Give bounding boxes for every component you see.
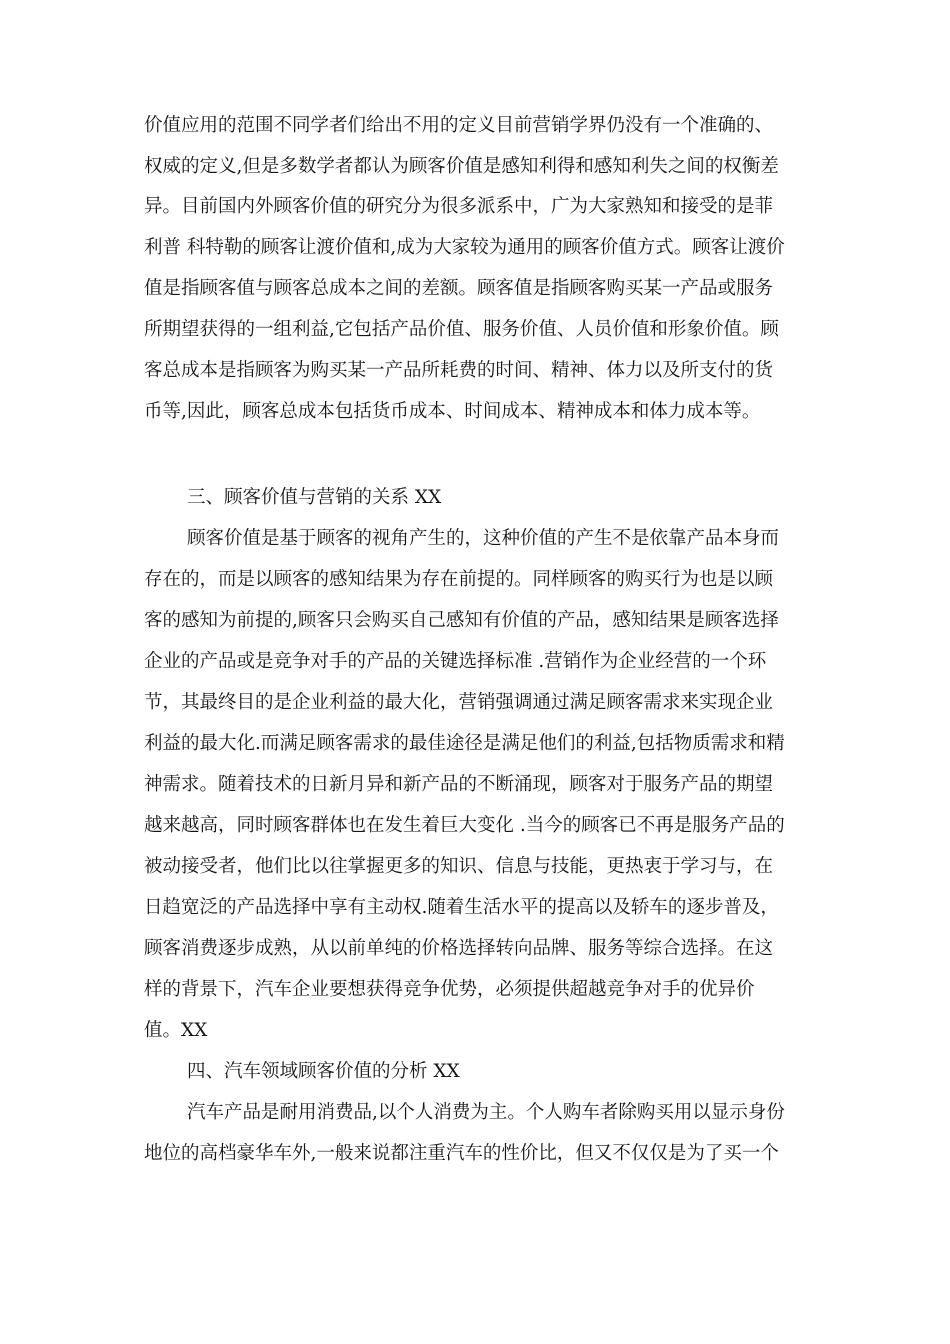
paragraph-2-line-8: 越来越高，同时顾客群体也在发生着巨大变化 .当今的顾客已不再是服务产品的 xyxy=(144,815,785,836)
paragraph-1-line-1: 价值应用的范围不同学者们给出不用的定义目前营销学界仍没有一个准确的、 xyxy=(144,115,774,136)
paragraph-2-line-4: 企业的产品或是竞争对手的产品的关键选择标准 .营销作为企业经营的一个环 xyxy=(144,651,767,672)
section-heading-3: 三、顾客价值与营销的关系 XX xyxy=(187,487,442,508)
paragraph-2-line-5: 节，其最终目的是企业利益的最大化，营销强调通过满足顾客需求来实现企业 xyxy=(144,692,774,713)
paragraph-2-line-10: 日趋宽泛的产品选择中享有主动权.随着生活水平的提高以及轿车的逐步普及， xyxy=(144,897,779,918)
paragraph-3-line-2: 地位的高档豪华车外,一般来说都注重汽车的性价比，但又不仅仅是为了买一个 xyxy=(144,1143,779,1164)
paragraph-1-line-3: 异。目前国内外顾客价值的研究分为很多派系中，广为大家熟知和接受的是菲 xyxy=(144,196,774,217)
paragraph-1-line-5: 值是指顾客值与顾客总成本之间的差额。顾客值是指顾客购买某一产品或服务 xyxy=(144,278,774,299)
paragraph-2-line-1: 顾客价值是基于顾客的视角产生的，这种价值的产生不是依靠产品本身而 xyxy=(187,528,780,549)
paragraph-1-line-6: 所期望获得的一组利益,它包括产品价值、服务价值、人员价值和形象价值。顾 xyxy=(144,319,779,340)
paragraph-2-line-13: 值。XX xyxy=(144,1020,208,1041)
paragraph-2-line-7: 神需求。随着技术的日新月异和新产品的不断涌现，顾客对于服务产品的期望 xyxy=(144,774,774,795)
paragraph-2-line-2: 存在的，而是以顾客的感知结果为存在前提的。同样顾客的购买行为也是以顾 xyxy=(144,569,774,590)
paragraph-2-line-12: 样的背景下，汽车企业要想获得竞争优势，必须提供超越竞争对手的优异价 xyxy=(144,979,755,1000)
paragraph-3-line-1: 汽车产品是耐用消费品,以个人消费为主。个人购车者除购买用以显示身份 xyxy=(187,1102,785,1123)
paragraph-1-line-2: 权威的定义,但是多数学者都认为顾客价值是感知利得和感知利失之间的权衡差 xyxy=(144,156,779,177)
paragraph-2-line-6: 利益的最大化.而满足顾客需求的最佳途径是满足他们的利益,包括物质需求和精 xyxy=(144,733,785,754)
paragraph-1-line-8: 币等,因此，顾客总成本包括货币成本、时间成本、精神成本和体力成本等。 xyxy=(144,401,761,422)
paragraph-2-line-11: 顾客消费逐步成熟，从以前单纯的价格选择转向品牌、服务等综合选择。在这 xyxy=(144,938,774,959)
section-heading-4: 四、汽车领域顾客价值的分析 XX xyxy=(187,1061,460,1082)
paragraph-1-line-7: 客总成本是指顾客为购买某一产品所耗费的时间、精神、体力以及所支付的货 xyxy=(144,360,774,381)
paragraph-2-line-3: 客的感知为前提的,顾客只会购买自己感知有价值的产品，感知结果是顾客选择 xyxy=(144,610,779,631)
paragraph-2-line-9: 被动接受者，他们比以往掌握更多的知识、信息与技能，更热衷于学习与，在 xyxy=(144,856,774,877)
paragraph-1-line-4: 利普 科特勒的顾客让渡价值和,成为大家较为通用的顾客价值方式。顾客让渡价 xyxy=(144,237,785,258)
